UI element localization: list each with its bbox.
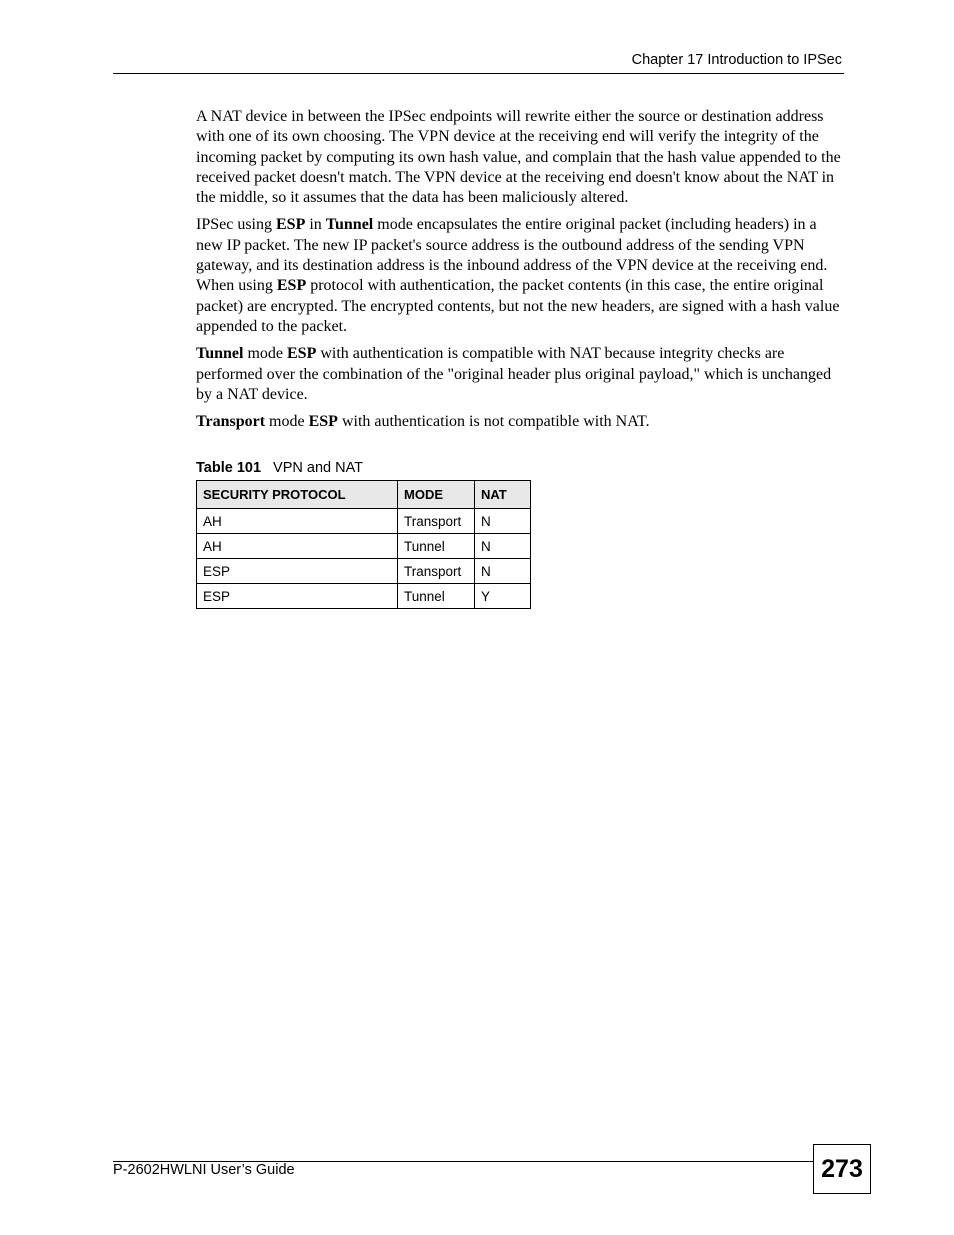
cell-nat: N <box>475 509 531 534</box>
bold-term: ESP <box>308 413 338 431</box>
text-run: IPSec using <box>196 216 276 234</box>
text-run: mode <box>243 345 287 363</box>
paragraph-nat-rewrite: A NAT device in between the IPSec endpoints will rewrite either the source or destination address with one of its own choosing. The VPN device at the receiving end will verify the integrity of the incoming packet by computing its own hash value, and complain that the hash value appended to the received packet doesn't match. The VPN device at the receiving end doesn't know about the NAT in the middle, so it assumes that the data has been maliciously altered. <box>196 108 841 207</box>
text-run: protocol with authentication, the packet contents (in this case, the entire original packet) are encrypted. The encrypted contents, but not the new headers, are signed with a hash value appended to the packet. <box>196 277 840 335</box>
text-run: mode <box>265 413 309 431</box>
cell-mode: Transport <box>398 509 475 534</box>
table-row <box>197 534 531 559</box>
cell-mode: Tunnel <box>398 584 475 609</box>
cell-nat: Y <box>475 584 531 609</box>
paragraph-tunnel-compatible <box>196 344 842 405</box>
guide-title: P-2602HWLNI User’s Guide <box>113 1162 295 1178</box>
bold-term: ESP <box>287 345 317 363</box>
table-number: Table 101 <box>196 460 262 476</box>
text-run: mode encapsulates the entire original packet (including headers) in a new IP packet. The new IP packet's source address is the outbound address of the sending VPN gateway, and its destination address is the inbound address of the VPN device at the receiving end. When using <box>196 216 828 295</box>
chapter-header: Chapter 17 Introduction to IPSec <box>631 52 842 68</box>
header-mode: MODE <box>398 481 475 509</box>
paragraph-transport-incompatible <box>196 412 842 432</box>
body-text <box>196 107 842 439</box>
table-row <box>197 559 531 584</box>
cell-protocol: ESP <box>197 559 398 584</box>
cell-protocol: ESP <box>197 584 398 609</box>
header-nat: NAT <box>475 481 531 509</box>
bold-term: ESP <box>276 277 307 295</box>
text-run: in <box>305 216 326 234</box>
page-number: 273 <box>813 1144 871 1194</box>
text-run: with authentication is compatible with NAT because integrity checks are performed over the combination of the "original header plus original payload," which is unchanged by a NAT device. <box>196 345 832 403</box>
bold-term: ESP <box>276 216 306 234</box>
table-row <box>197 584 531 609</box>
cell-mode: Transport <box>398 559 475 584</box>
header-divider <box>113 73 844 74</box>
table-row <box>197 509 531 534</box>
bold-term: Transport <box>196 413 266 431</box>
cell-protocol: AH <box>197 509 398 534</box>
cell-nat: N <box>475 534 531 559</box>
cell-protocol: AH <box>197 534 398 559</box>
table-caption <box>196 460 363 476</box>
cell-nat: N <box>475 559 531 584</box>
table-header-row <box>197 481 531 509</box>
paragraph-esp-tunnel <box>196 215 842 337</box>
table-title: VPN and NAT <box>273 460 364 476</box>
bold-term: Tunnel <box>196 345 244 363</box>
cell-mode: Tunnel <box>398 534 475 559</box>
text-run: with authentication is not compatible with NAT. <box>337 413 650 431</box>
header-security-protocol: SECURITY PROTOCOL <box>197 481 398 509</box>
vpn-nat-table <box>196 480 531 609</box>
bold-term: Tunnel <box>325 216 374 234</box>
